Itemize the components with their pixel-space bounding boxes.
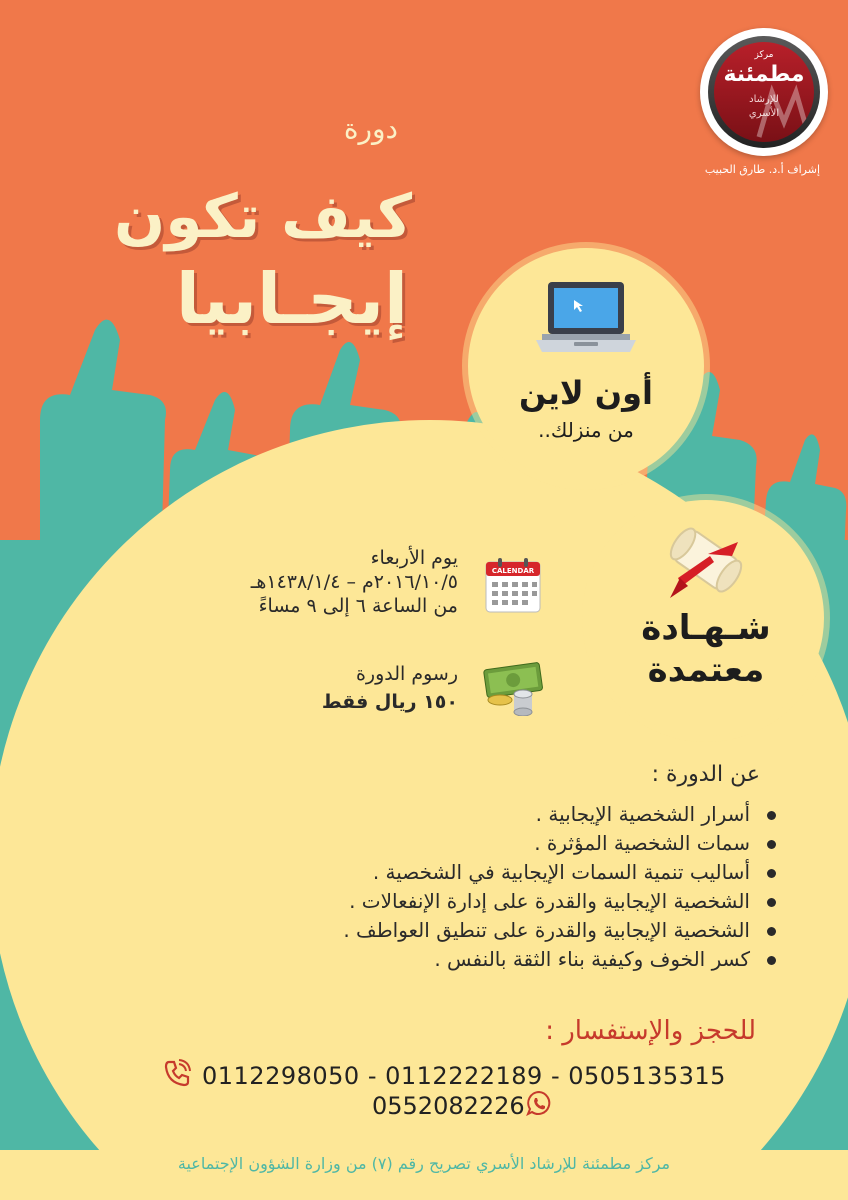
fees-amount: ١٥٠ ريال فقط [321,691,458,713]
phone-icon [162,1058,192,1088]
diploma-scroll-icon [658,512,754,608]
schedule-date: ٢٠١٦/١٠/٥م – ١٤٣٨/١/٤هـ [250,571,458,593]
schedule-block [251,546,458,618]
list-item: أساليب تنمية السمات الإيجابية في الشخصية . [160,858,780,887]
logo-m-mark [754,82,814,142]
online-subtitle: من منزلك.. [538,418,634,442]
money-icon [480,656,548,716]
license-footer: مركز مطمئنة للإرشاد الأسري تصريح رقم (٧) من وزارة الشؤون الإجتماعية [177,1154,671,1173]
supervisor-credit: إشراف أ.د. طارق الحبيب [704,163,820,176]
center-logo [700,28,828,156]
list-item: كسر الخوف وكيفية بناء الثقة بالنفس . [160,945,780,974]
calendar-icon [484,556,542,614]
logo-sub1: للإرشاد [749,94,779,105]
fees-label: رسوم الدورة [355,663,458,685]
logo-name: مطمئنة [723,62,805,87]
about-heading: عن الدورة : [651,762,760,787]
topics-list [160,800,780,974]
logo-sub2: الأسري [748,108,780,119]
course-title-line2: إيجـابيا [175,258,408,340]
logo-emblem [714,42,814,142]
list-item: الشخصية الإيجابية والقدرة على تنطيق العواطف . [160,916,780,945]
course-label: دورة [343,112,398,145]
certificate-line2: معتمدة [647,650,765,690]
list-item: سمات الشخصية المؤثرة . [160,829,780,858]
certificate-badge [588,500,824,736]
laptop-icon [534,278,638,362]
course-title-line1: كيف تكون [114,182,412,252]
booking-heading: للحجز والإستفسار : [545,1016,756,1046]
phone-numbers[interactable]: 0112298050 - 0112222189 - 0505135315 [202,1062,726,1090]
online-title: أون لاين [519,374,653,412]
certificate-line1: شـهـادة [641,608,771,648]
fees-block [322,660,458,716]
schedule-time: من الساعة ٦ إلى ٩ مساءً [258,595,458,617]
whatsapp-icon [526,1090,552,1116]
online-badge [468,248,704,484]
whatsapp-number[interactable]: 0552082226 [372,1092,525,1120]
calendar-word: CALENDAR [491,567,535,575]
schedule-day: يوم الأربعاء [370,547,458,569]
list-item: الشخصية الإيجابية والقدرة على إدارة الإنفعالات . [160,887,780,916]
list-item: أسرار الشخصية الإيجابية . [160,800,780,829]
logo-top-word: مركز [754,50,774,60]
